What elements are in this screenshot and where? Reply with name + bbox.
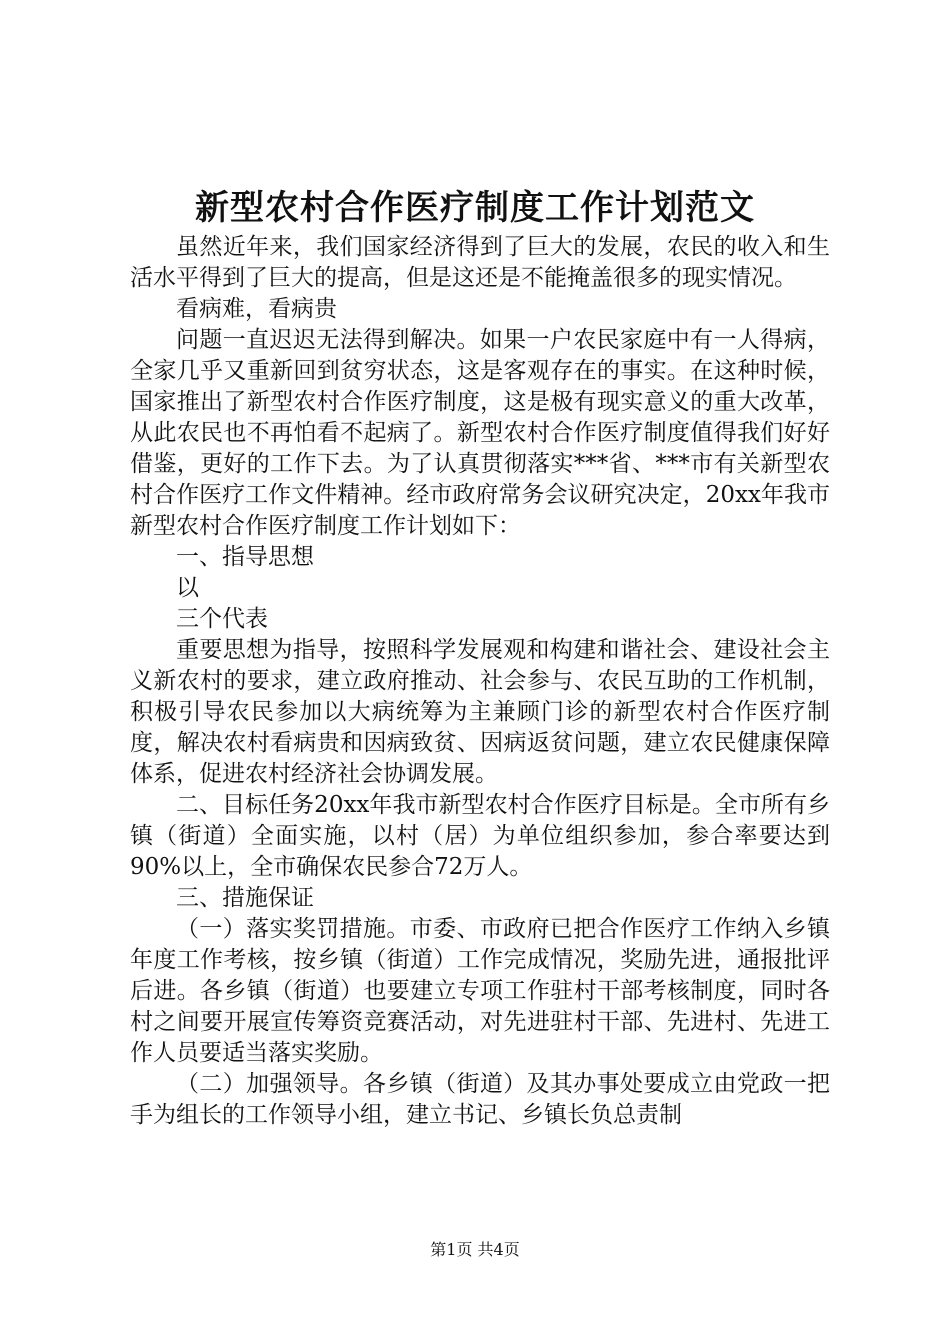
paragraph-target-task: 二、目标任务20xx年我市新型农村合作医疗目标是。全市所有乡镇（街道）全面实施，以村（居）为单位组织参加，参合率要达到90%以上，全市确保农民参合72万人。 xyxy=(130,792,830,880)
paragraph-measure-2: （二）加强领导。各乡镇（街道）及其办事处要成立由党政一把手为组长的工作领导小组，建立书记、乡镇长负总责制 xyxy=(130,1071,830,1128)
paragraph-guiding-content: 重要思想为指导，按照科学发展观和构建和谐社会、建设社会主义新农村的要求，建立政府推动、社会参与、农民互助的工作机制，积极引导农民参加以大病统筹为主兼顾门诊的新型农村合作医疗制度，解决农村看病贵和因病致贫、因病返贫问题，建立农民健康保障体系，促进农村经济社会协调发展。 xyxy=(130,637,830,787)
document-title: 新型农村合作医疗制度工作计划范文 xyxy=(195,188,755,228)
document-body xyxy=(130,232,830,1131)
section-heading-guiding-thought: 一、指导思想 xyxy=(176,544,314,570)
paragraph-problem: 问题一直迟迟无法得到解决。如果一户农民家庭中有一人得病，全家几乎又重新回到贫穷状态，这是客观存在的事实。在这种时候，国家推出了新型农村合作医疗制度，这是极有现实意义的重大改革，从此农民也不再怕看不起病了。新型农村合作医疗制度值得我们好好借鉴，更好的工作下去。为了认真贯彻落实***省、***市有关新型农村合作医疗工作文件精神。经市政府常务会议研究决定，20xx年我市新型农村合作医疗制度工作计划如下： xyxy=(130,327,830,539)
paragraph-yi: 以 xyxy=(176,575,199,601)
page-number-footer: 第1页 共4页 xyxy=(430,1240,520,1259)
paragraph-three-represents: 三个代表 xyxy=(176,606,268,632)
paragraph-measure-1: （一）落实奖罚措施。市委、市政府已把合作医疗工作纳入乡镇年度工作考核，按乡镇（街道）工作完成情况，奖励先进，通报批评后进。各乡镇（街道）也要建立专项工作驻村干部考核制度，同时各村之间要开展宣传筹资竞赛活动，对先进驻村干部、先进村、先进工作人员要适当落实奖励。 xyxy=(130,916,830,1066)
paragraph-intro: 虽然近年来，我们国家经济得到了巨大的发展，农民的收入和生活水平得到了巨大的提高，但是这还是不能掩盖很多的现实情况。 xyxy=(130,234,830,291)
paragraph-heading-kanbing: 看病难，看病贵 xyxy=(176,296,337,322)
section-heading-measures: 三、措施保证 xyxy=(176,885,314,911)
